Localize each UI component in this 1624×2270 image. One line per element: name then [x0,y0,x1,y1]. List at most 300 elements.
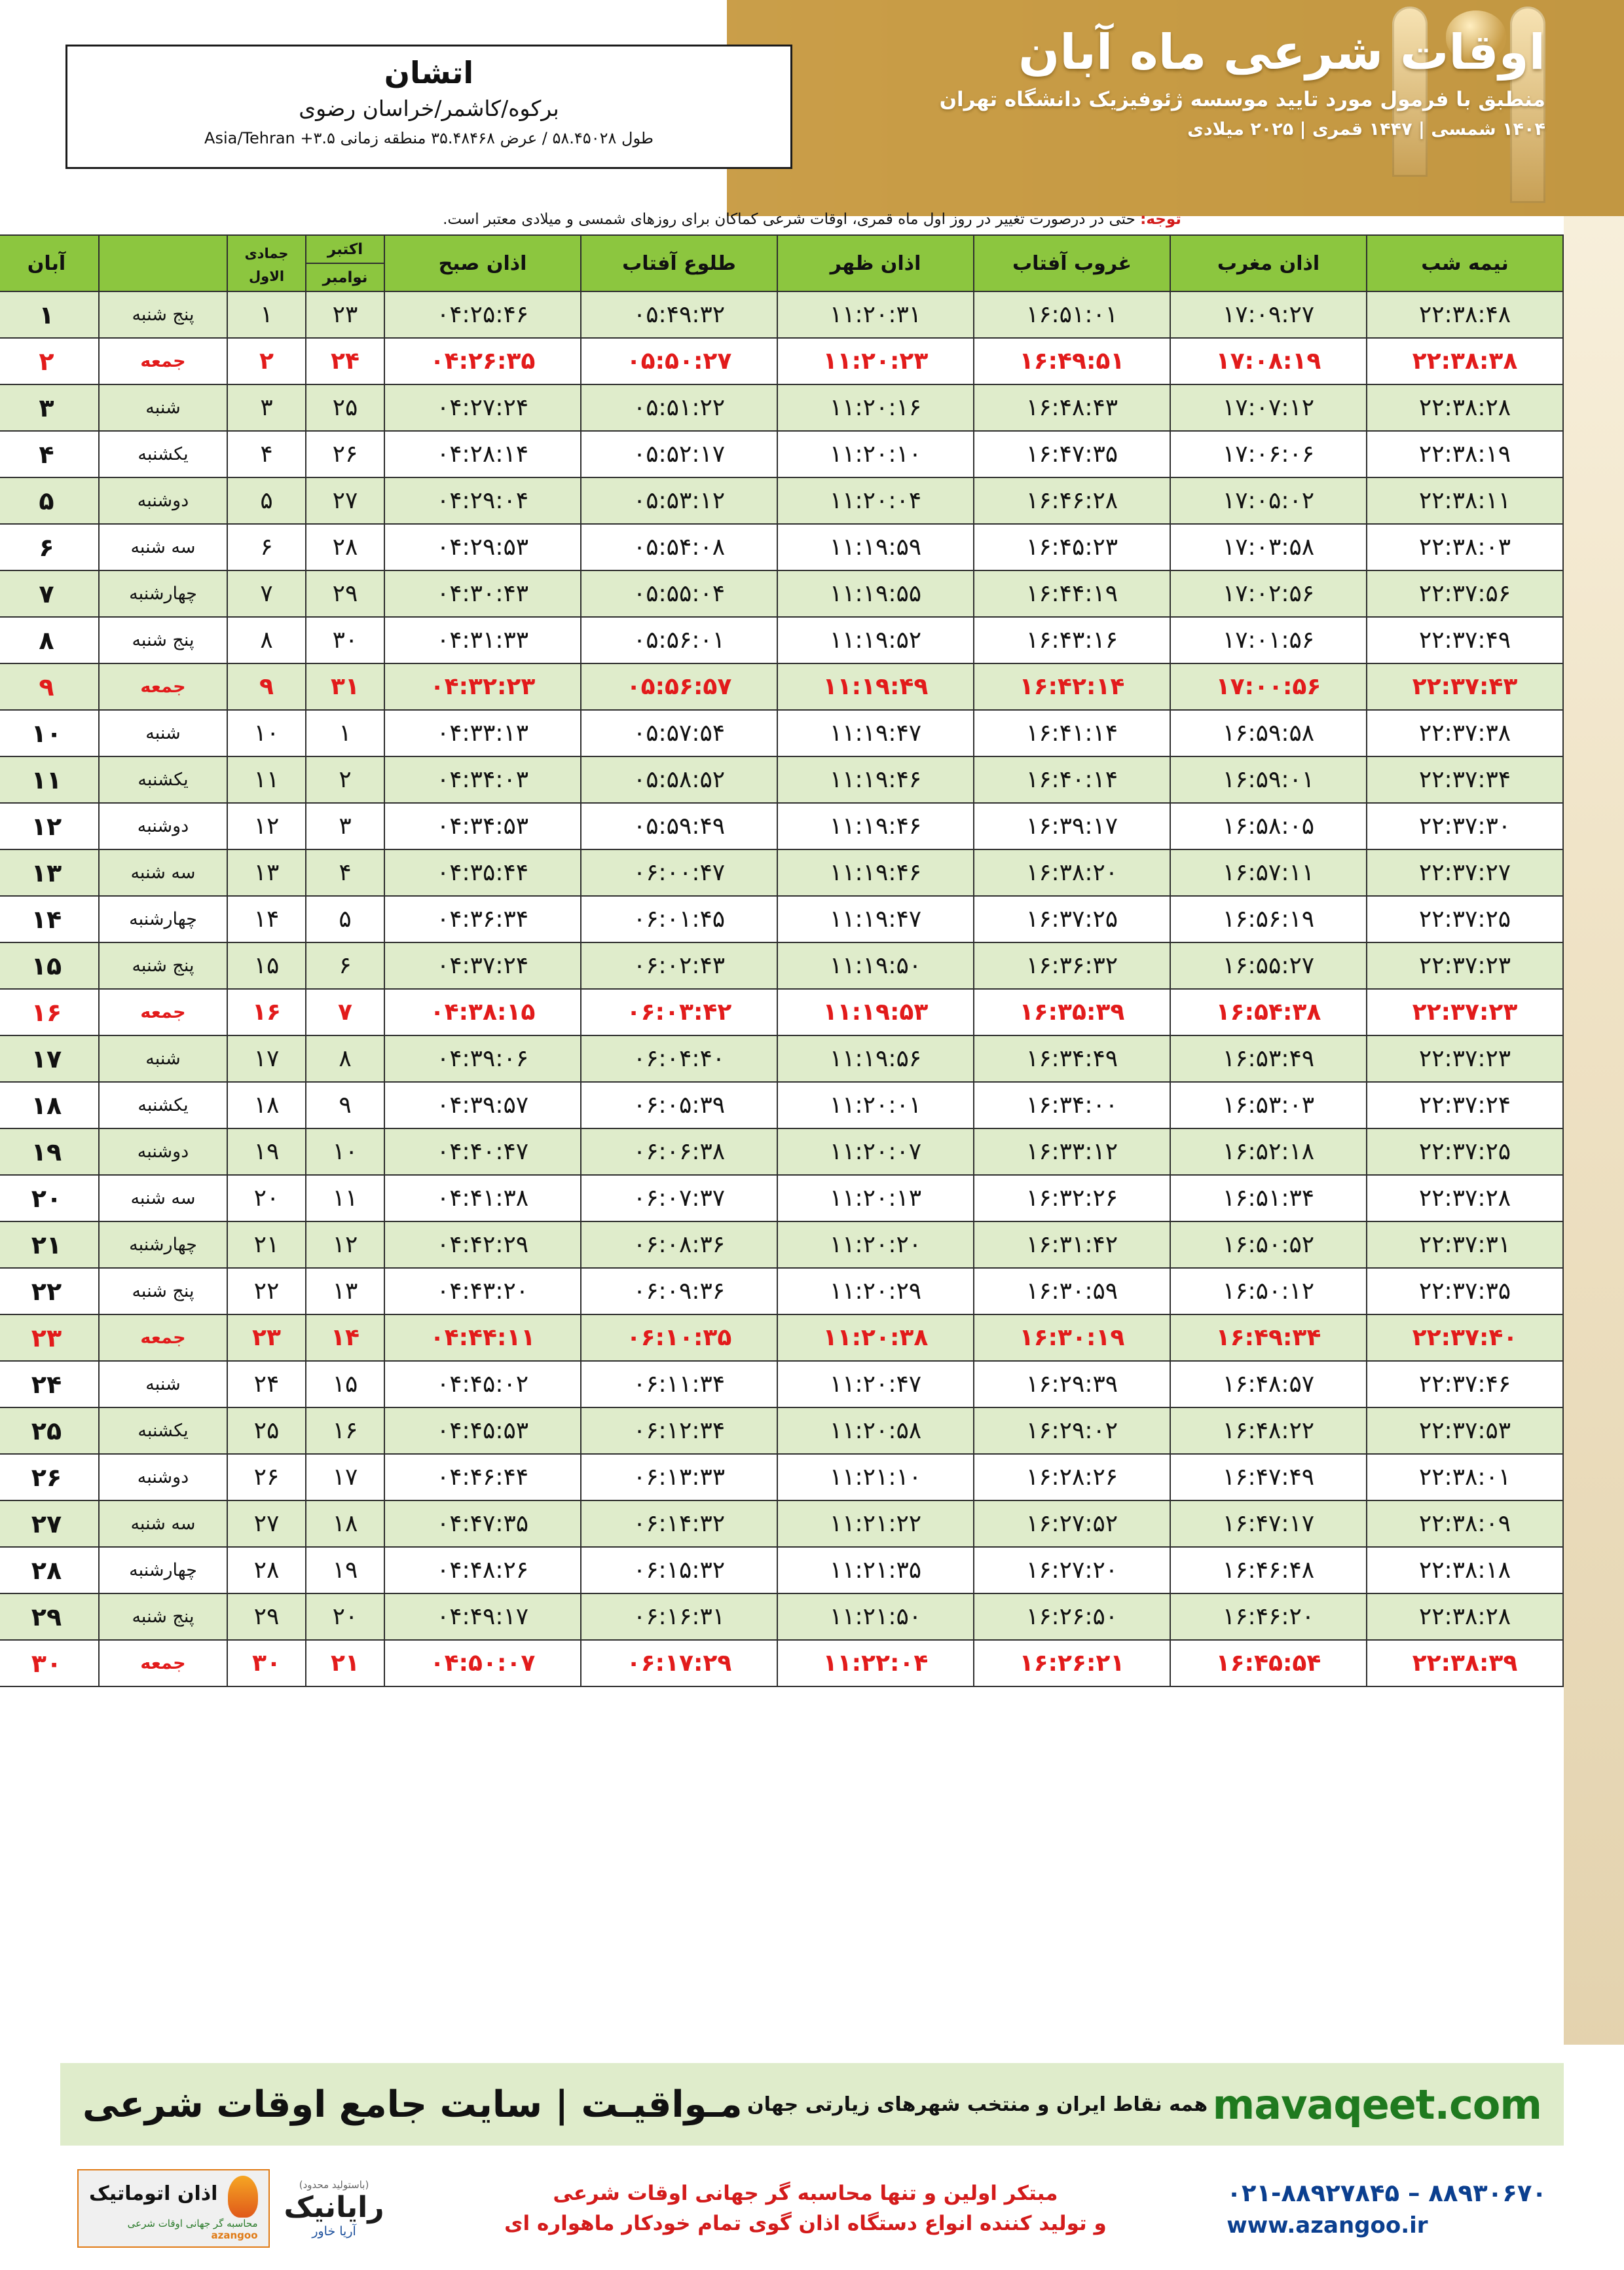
cell-zohr: ۱۱:۱۹:۵۶ [777,1035,974,1082]
cell-maghrib: ۱۶:۵۷:۱۱ [1170,849,1367,896]
cell-aban: ۸ [0,617,99,663]
cell-weekday: یکشنبه [99,431,227,477]
cell-maghrib: ۱۶:۵۲:۱۸ [1170,1128,1367,1175]
cell-aban: ۲۶ [0,1454,99,1500]
cell-night: ۲۲:۳۷:۳۵ [1367,1268,1563,1314]
cell-maghrib: ۱۶:۴۶:۴۸ [1170,1547,1367,1593]
cell-weekday: دوشنبه [99,803,227,849]
table-row [0,710,1563,756]
prayer-times-table-wrap [27,234,1564,1687]
cell-sunrise: ۰۶:۱۳:۳۳ [581,1454,777,1500]
cell-aban: ۲۷ [0,1500,99,1547]
cell-greg: ۱۹ [306,1547,384,1593]
cell-sunset: ۱۶:۴۳:۱۶ [974,617,1170,663]
cell-night: ۲۲:۳۷:۴۳ [1367,663,1563,710]
cell-hijri: ۱۷ [227,1035,306,1082]
cell-night: ۲۲:۳۸:۱۱ [1367,477,1563,524]
cell-zohr: ۱۱:۲۰:۱۶ [777,384,974,431]
cell-sunrise: ۰۶:۰۶:۳۸ [581,1128,777,1175]
cell-zohr: ۱۱:۲۱:۵۰ [777,1593,974,1640]
cell-weekday: پنج شنبه [99,942,227,989]
cell-fajr: ۰۴:۲۷:۲۴ [384,384,581,431]
cell-weekday: پنج شنبه [99,617,227,663]
cell-hijri: ۲۴ [227,1361,306,1407]
table-row [0,1314,1563,1361]
cell-zohr: ۱۱:۲۰:۱۰ [777,431,974,477]
cell-night: ۲۲:۳۷:۲۳ [1367,989,1563,1035]
cell-maghrib: ۱۶:۵۰:۵۲ [1170,1221,1367,1268]
cell-weekday: شنبه [99,384,227,431]
cell-maghrib: ۱۶:۵۳:۰۳ [1170,1082,1367,1128]
cell-aban: ۱۰ [0,710,99,756]
cell-greg: ۱۶ [306,1407,384,1454]
table-row [0,1268,1563,1314]
footer-banner [60,2063,1564,2146]
table-row [0,942,1563,989]
cell-sunset: ۱۶:۳۴:۰۰ [974,1082,1170,1128]
cell-zohr: ۱۱:۱۹:۵۹ [777,524,974,570]
cell-night: ۲۲:۳۷:۳۱ [1367,1221,1563,1268]
cell-weekday: سه شنبه [99,849,227,896]
phone-number: ۰۲۱-۸۸۹۲۷۸۴۵ – ۸۸۹۳۰۶۷۰ [1227,2178,1547,2207]
cell-hijri: ۲۶ [227,1454,306,1500]
cell-greg: ۸ [306,1035,384,1082]
cell-aban: ۱۸ [0,1082,99,1128]
rayaneek-logo-text: رایانیک [284,2190,384,2224]
cell-zohr: ۱۱:۲۰:۲۳ [777,338,974,384]
cell-hijri: ۱۱ [227,756,306,803]
cell-maghrib: ۱۶:۵۱:۳۴ [1170,1175,1367,1221]
cell-aban: ۲۳ [0,1314,99,1361]
cell-greg: ۳۱ [306,663,384,710]
table-row [0,1361,1563,1407]
cell-greg: ۲۱ [306,1640,384,1686]
cell-zohr: ۱۱:۲۰:۴۷ [777,1361,974,1407]
cell-zohr: ۱۱:۱۹:۴۹ [777,663,974,710]
cell-weekday: جمعه [99,663,227,710]
cell-maghrib: ۱۶:۵۸:۰۵ [1170,803,1367,849]
cell-night: ۲۲:۳۸:۲۸ [1367,1593,1563,1640]
cell-hijri: ۷ [227,570,306,617]
cell-night: ۲۲:۳۷:۲۷ [1367,849,1563,896]
cell-night: ۲۲:۳۸:۳۹ [1367,1640,1563,1686]
cell-maghrib: ۱۶:۴۸:۲۲ [1170,1407,1367,1454]
table-row [0,803,1563,849]
cell-sunset: ۱۶:۵۱:۰۱ [974,291,1170,338]
table-header-row [0,235,1563,291]
cell-night: ۲۲:۳۸:۰۳ [1367,524,1563,570]
cell-night: ۲۲:۳۸:۳۸ [1367,338,1563,384]
cell-hijri: ۲۷ [227,1500,306,1547]
cell-maghrib: ۱۷:۰۷:۱۲ [1170,384,1367,431]
col-header-sunset: غروب آفتاب [974,235,1170,291]
cell-fajr: ۰۴:۲۶:۳۵ [384,338,581,384]
cell-aban: ۲۱ [0,1221,99,1268]
cell-weekday: سه شنبه [99,524,227,570]
cell-sunrise: ۰۶:۰۸:۳۶ [581,1221,777,1268]
cell-sunset: ۱۶:۳۴:۴۹ [974,1035,1170,1082]
cell-hijri: ۱۹ [227,1128,306,1175]
slogan-line-2: و تولید کننده انواع دستگاه اذان گوی تمام خودکار ماهواره ای [504,2212,1107,2235]
cell-sunrise: ۰۶:۰۹:۳۶ [581,1268,777,1314]
cell-sunrise: ۰۵:۵۳:۱۲ [581,477,777,524]
cell-hijri: ۶ [227,524,306,570]
cell-maghrib: ۱۷:۰۸:۱۹ [1170,338,1367,384]
cell-sunrise: ۰۵:۵۶:۰۱ [581,617,777,663]
cell-hijri: ۲ [227,338,306,384]
cell-maghrib: ۱۷:۰۶:۰۶ [1170,431,1367,477]
cell-weekday: پنج شنبه [99,1268,227,1314]
cell-night: ۲۲:۳۸:۰۱ [1367,1454,1563,1500]
cell-sunrise: ۰۶:۰۰:۴۷ [581,849,777,896]
cell-sunrise: ۰۶:۰۲:۴۳ [581,942,777,989]
cell-greg: ۱۸ [306,1500,384,1547]
cell-fajr: ۰۴:۴۱:۳۸ [384,1175,581,1221]
col-header-hijri [227,235,306,291]
cell-sunset: ۱۶:۳۰:۱۹ [974,1314,1170,1361]
cell-greg: ۱۱ [306,1175,384,1221]
cell-greg: ۱ [306,710,384,756]
cell-sunset: ۱۶:۲۹:۳۹ [974,1361,1170,1407]
col-header-aban: آبان [0,235,99,291]
cell-zohr: ۱۱:۱۹:۴۶ [777,849,974,896]
cell-fajr: ۰۴:۴۶:۴۴ [384,1454,581,1500]
azangoo-logo [77,2169,270,2248]
cell-fajr: ۰۴:۴۵:۵۳ [384,1407,581,1454]
cell-sunrise: ۰۶:۱۶:۳۱ [581,1593,777,1640]
cell-sunrise: ۰۵:۵۱:۲۲ [581,384,777,431]
table-row [0,291,1563,338]
cell-fajr: ۰۴:۳۲:۲۳ [384,663,581,710]
cell-aban: ۱۴ [0,896,99,942]
col-header-gregorian-november: نوامبر [322,269,368,286]
cell-greg: ۱۷ [306,1454,384,1500]
cell-sunrise: ۰۵:۴۹:۳۲ [581,291,777,338]
cell-weekday: سه شنبه [99,1500,227,1547]
cell-sunrise: ۰۶:۱۷:۲۹ [581,1640,777,1686]
cell-aban: ۲۸ [0,1547,99,1593]
page-header [0,0,1624,216]
right-decorative-strip [1564,216,1624,2045]
col-header-maghrib: اذان مغرب [1170,235,1367,291]
cell-hijri: ۲۲ [227,1268,306,1314]
table-row [0,1454,1563,1500]
cell-sunset: ۱۶:۴۱:۱۴ [974,710,1170,756]
cell-maghrib: ۱۶:۵۴:۳۸ [1170,989,1367,1035]
cell-greg: ۱۵ [306,1361,384,1407]
cell-zohr: ۱۱:۱۹:۴۶ [777,756,974,803]
cell-greg: ۲۴ [306,338,384,384]
cell-hijri: ۲۵ [227,1407,306,1454]
table-row [0,756,1563,803]
cell-aban: ۳ [0,384,99,431]
table-row [0,663,1563,710]
cell-weekday: شنبه [99,710,227,756]
company-slogan [504,2178,1107,2239]
cell-maghrib: ۱۶:۴۷:۴۹ [1170,1454,1367,1500]
city-region: برکوه/کاشمر/خراسان رضوی [299,95,559,121]
company-website[interactable]: www.azangoo.ir [1227,2212,1428,2239]
cell-aban: ۳۰ [0,1640,99,1686]
cell-night: ۲۲:۳۸:۱۹ [1367,431,1563,477]
cell-zohr: ۱۱:۱۹:۴۷ [777,710,974,756]
page-title: اوقات شرعی ماه آبان [1018,24,1545,81]
cell-maghrib: ۱۷:۰۳:۵۸ [1170,524,1367,570]
table-row [0,431,1563,477]
cell-fajr: ۰۴:۳۷:۲۴ [384,942,581,989]
city-name: اتشان [384,55,474,90]
cell-aban: ۶ [0,524,99,570]
table-row [0,1640,1563,1686]
cell-night: ۲۲:۳۸:۲۸ [1367,384,1563,431]
cell-hijri: ۱۵ [227,942,306,989]
cell-hijri: ۵ [227,477,306,524]
cell-fajr: ۰۴:۲۹:۵۳ [384,524,581,570]
page-subtitle: منطبق با فرمول مورد تایید موسسه ژئوفیزیک دانشگاه تهران [939,87,1545,111]
cell-sunrise: ۰۶:۰۷:۳۷ [581,1175,777,1221]
cell-weekday: دوشنبه [99,1454,227,1500]
cell-night: ۲۲:۳۷:۴۰ [1367,1314,1563,1361]
cell-weekday: پنج شنبه [99,1593,227,1640]
cell-zohr: ۱۱:۲۱:۲۲ [777,1500,974,1547]
city-info-box [65,45,792,169]
cell-sunset: ۱۶:۳۱:۴۲ [974,1221,1170,1268]
cell-hijri: ۱۲ [227,803,306,849]
rayaneek-logo-sub: آریا خاور [312,2223,356,2239]
cell-zohr: ۱۱:۱۹:۵۵ [777,570,974,617]
cell-sunrise: ۰۵:۵۸:۵۲ [581,756,777,803]
cell-sunset: ۱۶:۴۶:۲۸ [974,477,1170,524]
table-row [0,849,1563,896]
cell-night: ۲۲:۳۸:۴۸ [1367,291,1563,338]
cell-maghrib: ۱۶:۵۰:۱۲ [1170,1268,1367,1314]
cell-zohr: ۱۱:۱۹:۴۷ [777,896,974,942]
cell-greg: ۶ [306,942,384,989]
cell-weekday: شنبه [99,1035,227,1082]
cell-aban: ۲۲ [0,1268,99,1314]
cell-hijri: ۹ [227,663,306,710]
cell-night: ۲۲:۳۷:۴۹ [1367,617,1563,663]
cell-sunrise: ۰۶:۱۱:۳۴ [581,1361,777,1407]
col-header-gregorian-october: اکتبر [306,236,384,264]
cell-greg: ۱۳ [306,1268,384,1314]
cell-zohr: ۱۱:۱۹:۵۲ [777,617,974,663]
cell-fajr: ۰۴:۳۹:۵۷ [384,1082,581,1128]
cell-fajr: ۰۴:۴۷:۳۵ [384,1500,581,1547]
cell-maghrib: ۱۶:۵۳:۴۹ [1170,1035,1367,1082]
cell-fajr: ۰۴:۳۳:۱۳ [384,710,581,756]
cell-sunset: ۱۶:۴۹:۵۱ [974,338,1170,384]
cell-maghrib: ۱۷:۰۰:۵۶ [1170,663,1367,710]
azangoo-logo-text: اذان اتوماتیک [89,2182,218,2205]
cell-sunset: ۱۶:۲۸:۲۶ [974,1454,1170,1500]
cell-weekday: یکشنبه [99,756,227,803]
cell-fajr: ۰۴:۵۰:۰۷ [384,1640,581,1686]
cell-weekday: یکشنبه [99,1407,227,1454]
cell-fajr: ۰۴:۳۴:۵۳ [384,803,581,849]
cell-fajr: ۰۴:۳۱:۳۳ [384,617,581,663]
cell-zohr: ۱۱:۲۰:۳۱ [777,291,974,338]
cell-aban: ۲۰ [0,1175,99,1221]
rayaneek-logo [284,2179,384,2239]
title-block [939,24,1545,140]
col-header-night: نیمه شب [1367,235,1563,291]
azangoo-logo-sub: محاسبه گر جهانی اوقات شرعی [127,2218,258,2229]
cell-greg: ۲۳ [306,291,384,338]
cell-zohr: ۱۱:۲۲:۰۴ [777,1640,974,1686]
cell-night: ۲۲:۳۸:۰۹ [1367,1500,1563,1547]
table-row [0,1175,1563,1221]
cell-sunset: ۱۶:۴۴:۱۹ [974,570,1170,617]
cell-aban: ۲۴ [0,1361,99,1407]
cell-fajr: ۰۴:۲۹:۰۴ [384,477,581,524]
cell-aban: ۱۱ [0,756,99,803]
cell-sunset: ۱۶:۴۵:۲۳ [974,524,1170,570]
brand-name-fa: مـواقیـت | سایت جامع اوقات شرعی [83,2083,743,2126]
city-coordinates: طول ۵۸.۴۵۰۲۸ / عرض ۳۵.۴۸۴۶۸ منطقه زمانی ۳.۵+ Asia/Tehran [204,128,654,147]
azangoo-logo-latin: azangoo [211,2229,258,2241]
cell-weekday: یکشنبه [99,1082,227,1128]
cell-hijri: ۳ [227,384,306,431]
col-header-gregorian [306,235,384,291]
contact-block [1227,2179,1547,2239]
cell-sunrise: ۰۵:۵۴:۰۸ [581,524,777,570]
cell-weekday: دوشنبه [99,477,227,524]
cell-hijri: ۱۰ [227,710,306,756]
table-row [0,989,1563,1035]
cell-weekday: جمعه [99,989,227,1035]
cell-fajr: ۰۴:۲۸:۱۴ [384,431,581,477]
table-body [0,291,1563,1686]
cell-maghrib: ۱۶:۴۹:۳۴ [1170,1314,1367,1361]
cell-aban: ۱۲ [0,803,99,849]
cell-maghrib: ۱۷:۰۲:۵۶ [1170,570,1367,617]
note-label: توجه: [1140,211,1181,228]
table-row [0,338,1563,384]
cell-maghrib: ۱۶:۴۸:۵۷ [1170,1361,1367,1407]
cell-fajr: ۰۴:۳۴:۰۳ [384,756,581,803]
cell-zohr: ۱۱:۲۰:۰۴ [777,477,974,524]
cell-aban: ۷ [0,570,99,617]
cell-fajr: ۰۴:۴۳:۲۰ [384,1268,581,1314]
cell-sunrise: ۰۶:۱۵:۳۲ [581,1547,777,1593]
table-row [0,1547,1563,1593]
table-row [0,896,1563,942]
cell-fajr: ۰۴:۴۲:۲۹ [384,1221,581,1268]
cell-hijri: ۴ [227,431,306,477]
site-url[interactable]: mavaqeet.com [1212,2080,1541,2129]
cell-hijri: ۱۸ [227,1082,306,1128]
cell-sunset: ۱۶:۴۲:۱۴ [974,663,1170,710]
cell-zohr: ۱۱:۲۰:۰۱ [777,1082,974,1128]
cell-zohr: ۱۱:۱۹:۵۰ [777,942,974,989]
cell-weekday: چهارشنبه [99,1547,227,1593]
cell-night: ۲۲:۳۷:۴۶ [1367,1361,1563,1407]
cell-greg: ۹ [306,1082,384,1128]
col-header-sunrise: طلوع آفتاب [581,235,777,291]
cell-greg: ۱۰ [306,1128,384,1175]
cell-greg: ۲۰ [306,1593,384,1640]
flame-icon [228,2176,258,2218]
cell-sunrise: ۰۵:۵۹:۴۹ [581,803,777,849]
cell-hijri: ۱ [227,291,306,338]
cell-fajr: ۰۴:۴۹:۱۷ [384,1593,581,1640]
prayer-times-table [0,234,1564,1687]
cell-sunset: ۱۶:۳۷:۲۵ [974,896,1170,942]
cell-weekday: چهارشنبه [99,896,227,942]
cell-zohr: ۱۱:۲۱:۱۰ [777,1454,974,1500]
cell-weekday: شنبه [99,1361,227,1407]
cell-sunrise: ۰۶:۰۳:۴۲ [581,989,777,1035]
table-row [0,524,1563,570]
cell-weekday: چهارشنبه [99,570,227,617]
cell-greg: ۲۶ [306,431,384,477]
cell-hijri: ۳۰ [227,1640,306,1686]
cell-sunrise: ۰۶:۰۱:۴۵ [581,896,777,942]
cell-aban: ۹ [0,663,99,710]
cell-greg: ۳۰ [306,617,384,663]
cell-sunset: ۱۶:۴۰:۱۴ [974,756,1170,803]
col-header-hijri-label: جمادی الاول [244,246,289,284]
cell-sunset: ۱۶:۳۸:۲۰ [974,849,1170,896]
cell-aban: ۱۵ [0,942,99,989]
cell-aban: ۱۳ [0,849,99,896]
cell-fajr: ۰۴:۴۰:۴۷ [384,1128,581,1175]
footer-logos [77,2169,384,2248]
cell-night: ۲۲:۳۷:۲۵ [1367,896,1563,942]
cell-sunset: ۱۶:۲۶:۵۰ [974,1593,1170,1640]
cell-sunrise: ۰۶:۱۰:۳۵ [581,1314,777,1361]
cell-maghrib: ۱۶:۵۹:۵۸ [1170,710,1367,756]
table-row [0,1082,1563,1128]
cell-aban: ۵ [0,477,99,524]
cell-maghrib: ۱۶:۴۵:۵۴ [1170,1640,1367,1686]
cell-greg: ۲۷ [306,477,384,524]
cell-night: ۲۲:۳۷:۲۴ [1367,1082,1563,1128]
cell-hijri: ۱۴ [227,896,306,942]
col-header-weekday [99,235,227,291]
slogan-line-1: مبتکر اولین و تنها محاسبه گر جهانی اوقات شرعی [553,2181,1058,2205]
site-tagline: همه نقاط ایران و منتخب شهرهای زیارتی جهان [747,2093,1208,2116]
cell-aban: ۱ [0,291,99,338]
cell-weekday: دوشنبه [99,1128,227,1175]
cell-maghrib: ۱۶:۴۷:۱۷ [1170,1500,1367,1547]
cell-fajr: ۰۴:۴۸:۲۶ [384,1547,581,1593]
rayaneek-note: (باستولید محدود) [299,2178,369,2191]
cell-aban: ۲ [0,338,99,384]
table-row [0,1221,1563,1268]
cell-zohr: ۱۱:۲۰:۱۳ [777,1175,974,1221]
cell-greg: ۴ [306,849,384,896]
calendar-year-line: ۱۴۰۴ شمسی | ۱۴۴۷ قمری | ۲۰۲۵ میلادی [1187,119,1545,140]
cell-hijri: ۲۸ [227,1547,306,1593]
note-text: حتی در درصورت تغییر در روز اول ماه قمری، اوقات شرعی کماکان برای روزهای شمسی و میلادی معتبر است. [443,211,1135,228]
cell-night: ۲۲:۳۷:۵۶ [1367,570,1563,617]
cell-hijri: ۱۳ [227,849,306,896]
cell-weekday: جمعه [99,338,227,384]
cell-maghrib: ۱۶:۵۵:۲۷ [1170,942,1367,989]
cell-sunrise: ۰۵:۵۲:۱۷ [581,431,777,477]
cell-maghrib: ۱۷:۰۵:۰۲ [1170,477,1367,524]
table-row [0,1593,1563,1640]
cell-sunset: ۱۶:۲۶:۲۱ [974,1640,1170,1686]
cell-sunrise: ۰۶:۱۴:۳۲ [581,1500,777,1547]
cell-sunset: ۱۶:۳۲:۲۶ [974,1175,1170,1221]
cell-sunrise: ۰۵:۵۶:۵۷ [581,663,777,710]
col-header-fajr: اذان صبح [384,235,581,291]
cell-night: ۲۲:۳۷:۳۴ [1367,756,1563,803]
cell-aban: ۴ [0,431,99,477]
